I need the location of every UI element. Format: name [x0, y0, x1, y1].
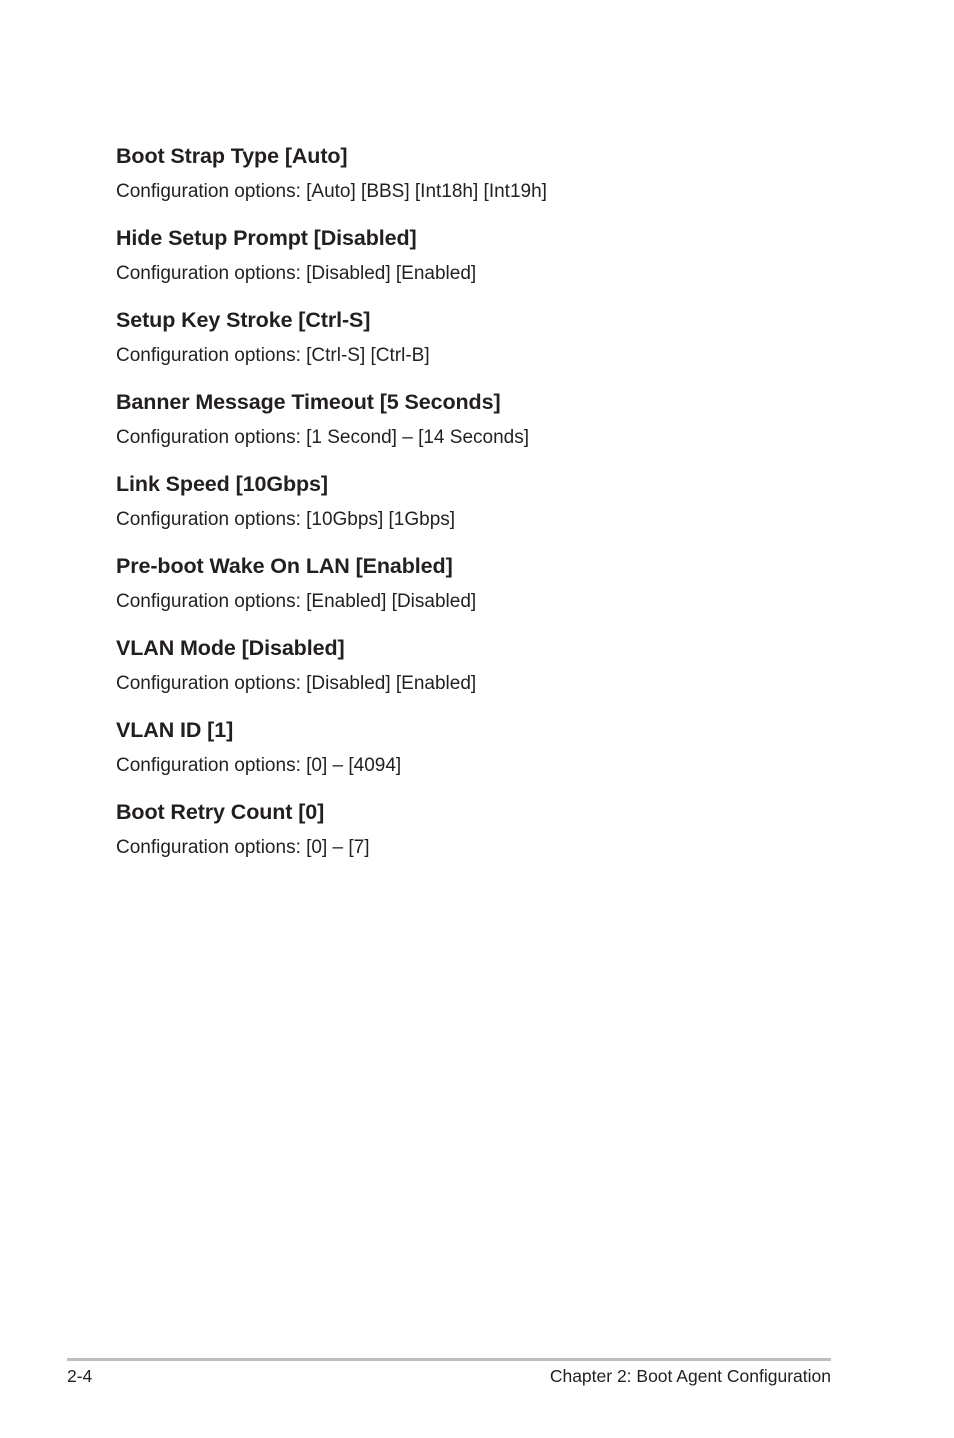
setting-pre-boot-wake-on-lan	[116, 551, 876, 633]
footer-divider	[67, 1358, 831, 1361]
setting-options: Configuration options: [0] – [4094]	[116, 755, 402, 776]
setting-vlan-id	[116, 715, 876, 797]
setting-banner-message-timeout	[116, 387, 876, 469]
setting-options: Configuration options: [Enabled] [Disabled]	[116, 591, 477, 612]
setting-title: VLAN Mode [Disabled]	[116, 636, 345, 660]
setting-options: Configuration options: [1 Second] – [14 Seconds]	[116, 427, 529, 448]
setting-options: Configuration options: [Auto] [BBS] [Int18h] [Int19h]	[116, 181, 547, 202]
setting-title: Banner Message Timeout [5 Seconds]	[116, 390, 501, 414]
setting-options: Configuration options: [Ctrl-S] [Ctrl-B]	[116, 345, 430, 366]
setting-vlan-mode	[116, 633, 876, 715]
setting-title: Setup Key Stroke [Ctrl-S]	[116, 308, 371, 332]
setting-options: Configuration options: [0] – [7]	[116, 837, 370, 858]
setting-title: VLAN ID [1]	[116, 718, 234, 742]
setting-options: Configuration options: [Disabled] [Enabled]	[116, 263, 477, 284]
setting-boot-strap-type	[116, 141, 876, 223]
setting-title: Link Speed [10Gbps]	[116, 472, 328, 496]
setting-boot-retry-count	[116, 797, 876, 879]
settings-list	[116, 141, 876, 879]
setting-options: Configuration options: [Disabled] [Enabled]	[116, 673, 477, 694]
setting-title: Boot Strap Type [Auto]	[116, 144, 348, 168]
chapter-title: Chapter 2: Boot Agent Configuration	[549, 1366, 831, 1386]
setting-setup-key-stroke	[116, 305, 876, 387]
setting-title: Pre-boot Wake On LAN [Enabled]	[116, 554, 453, 578]
setting-link-speed	[116, 469, 876, 551]
setting-title: Hide Setup Prompt [Disabled]	[116, 226, 417, 250]
page-number: 2-4	[67, 1366, 93, 1386]
setting-options: Configuration options: [10Gbps] [1Gbps]	[116, 509, 456, 530]
setting-hide-setup-prompt	[116, 223, 876, 305]
setting-title: Boot Retry Count [0]	[116, 800, 325, 824]
